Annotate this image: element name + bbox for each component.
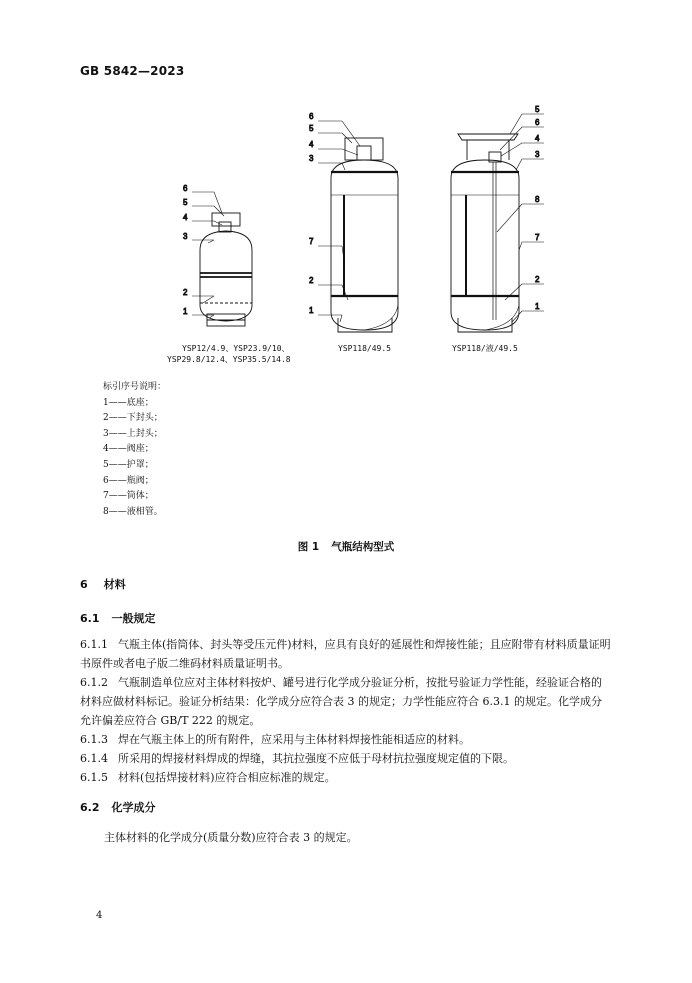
legend-item: 1——底座； [103, 397, 154, 408]
callout-small-1: 1 [183, 307, 188, 316]
callout-small-2: 2 [183, 288, 188, 297]
page-number: 4 [96, 910, 103, 921]
callout-large-3: 3 [535, 150, 540, 159]
clause-number: 6.1.1 [80, 638, 108, 651]
section-number: 6.1 [80, 612, 100, 625]
callout-small-3: 3 [183, 232, 188, 241]
callout-small-5: 5 [183, 198, 188, 207]
clause-number: 6.1.4 [80, 752, 108, 765]
callout-medium-3: 3 [309, 154, 314, 163]
caption-medium: YSP118/49.5 [338, 344, 391, 353]
figure-title-text: 气瓶结构型式 [331, 541, 395, 553]
legend-item: 2——下封头； [103, 413, 163, 424]
callout-medium-6: 6 [309, 112, 314, 121]
small-cylinder-drawing [192, 192, 252, 326]
caption-large: YSP118/液/49.5 [452, 344, 518, 353]
clause-text: 所采用的焊接材料焊成的焊缝，其抗拉强度不应低于母材抗拉强度规定值的下限。 [118, 752, 514, 765]
section-number: 6.2 [80, 801, 100, 814]
clause-number: 6.1.3 [80, 733, 108, 746]
callout-medium-2: 2 [309, 276, 314, 285]
section-title: 一般规定 [111, 612, 156, 625]
section-6-2-paragraph: 主体材料的化学成分(质量分数)应符合表 3 的规定。 [104, 831, 358, 844]
callout-medium-1: 1 [309, 306, 314, 315]
callout-large-6: 6 [535, 118, 540, 127]
callout-small-4: 4 [183, 213, 188, 222]
legend-item: 5——护罩； [103, 459, 154, 470]
clause-6-1-2 [80, 673, 612, 730]
section-number: 6 [80, 578, 88, 591]
callout-medium-5: 5 [309, 124, 314, 133]
clause-text: 材料(包括焊接材料)应符合相应标准的规定。 [118, 771, 336, 784]
clause-text: 气瓶制造单位应对主体材料按炉、罐号进行化学成分验证分析，按批号验证力学性能，经验证合格的材料应做材料标记。验证分析结果：化学成分应符合表 3 的规定；力学性能应符合 6.3.1 的规定。化学成分允许偏差应符合 GB/T 222 的规定。 [80, 676, 602, 727]
callout-large-4: 4 [535, 134, 540, 143]
clause-text: 气瓶主体(指筒体、封头等受压元件)材料，应具有良好的延展性和焊接性能；且应附带有材料质量证明书原件或者电子版二维码材料质量证明书。 [80, 638, 611, 670]
legend-item: 8——液相管。 [103, 506, 163, 517]
large-cylinder-drawing [451, 114, 544, 332]
legend-item: 3——上封头； [103, 428, 163, 439]
document-header-code: GB 5842—2023 [80, 64, 185, 78]
legend-item: 6——瓶阀； [103, 475, 154, 486]
clause-text: 焊在气瓶主体上的所有附件，应采用与主体材料焊接性能相适应的材料。 [118, 733, 470, 746]
callout-large-1: 1 [535, 302, 540, 311]
figure-number: 图 1 [297, 541, 320, 553]
small-cylinder-callouts [183, 184, 188, 316]
section-6-2-heading [80, 799, 156, 815]
section-title: 材料 [103, 578, 126, 591]
clause-6-1-1 [80, 635, 612, 673]
caption-small-line1: YSP12/4.9、YSP23.9/10、 [182, 344, 290, 353]
clause-6-1-5 [80, 768, 612, 787]
section-6-1-heading [80, 610, 156, 626]
callout-large-5: 5 [535, 105, 540, 114]
medium-cylinder-drawing [318, 121, 398, 332]
section-6-heading [80, 576, 126, 592]
clause-number: 6.1.5 [80, 771, 108, 784]
callout-medium-7: 7 [309, 237, 314, 246]
section-title: 化学成分 [111, 801, 156, 814]
callout-large-7: 7 [535, 233, 540, 242]
cylinder-structure-figure [0, 0, 692, 380]
legend-item: 4——阀座； [103, 444, 154, 455]
callout-large-2: 2 [535, 275, 540, 284]
clause-number: 6.1.2 [80, 676, 108, 689]
callout-medium-4: 4 [309, 140, 314, 149]
clause-6-1-3 [80, 730, 612, 749]
legend-item: 7——筒体； [103, 491, 154, 502]
callout-small-6: 6 [183, 184, 188, 193]
figure-title [0, 539, 692, 554]
legend-title: 标引序号说明： [103, 382, 167, 392]
medium-cylinder-callouts [309, 112, 314, 315]
figure-legend [103, 380, 166, 520]
large-cylinder-callouts [535, 105, 540, 311]
clause-6-1-4 [80, 749, 612, 768]
callout-large-8: 8 [535, 195, 540, 204]
caption-small-line2: YSP29.8/12.4、YSP35.5/14.8 [167, 355, 291, 364]
